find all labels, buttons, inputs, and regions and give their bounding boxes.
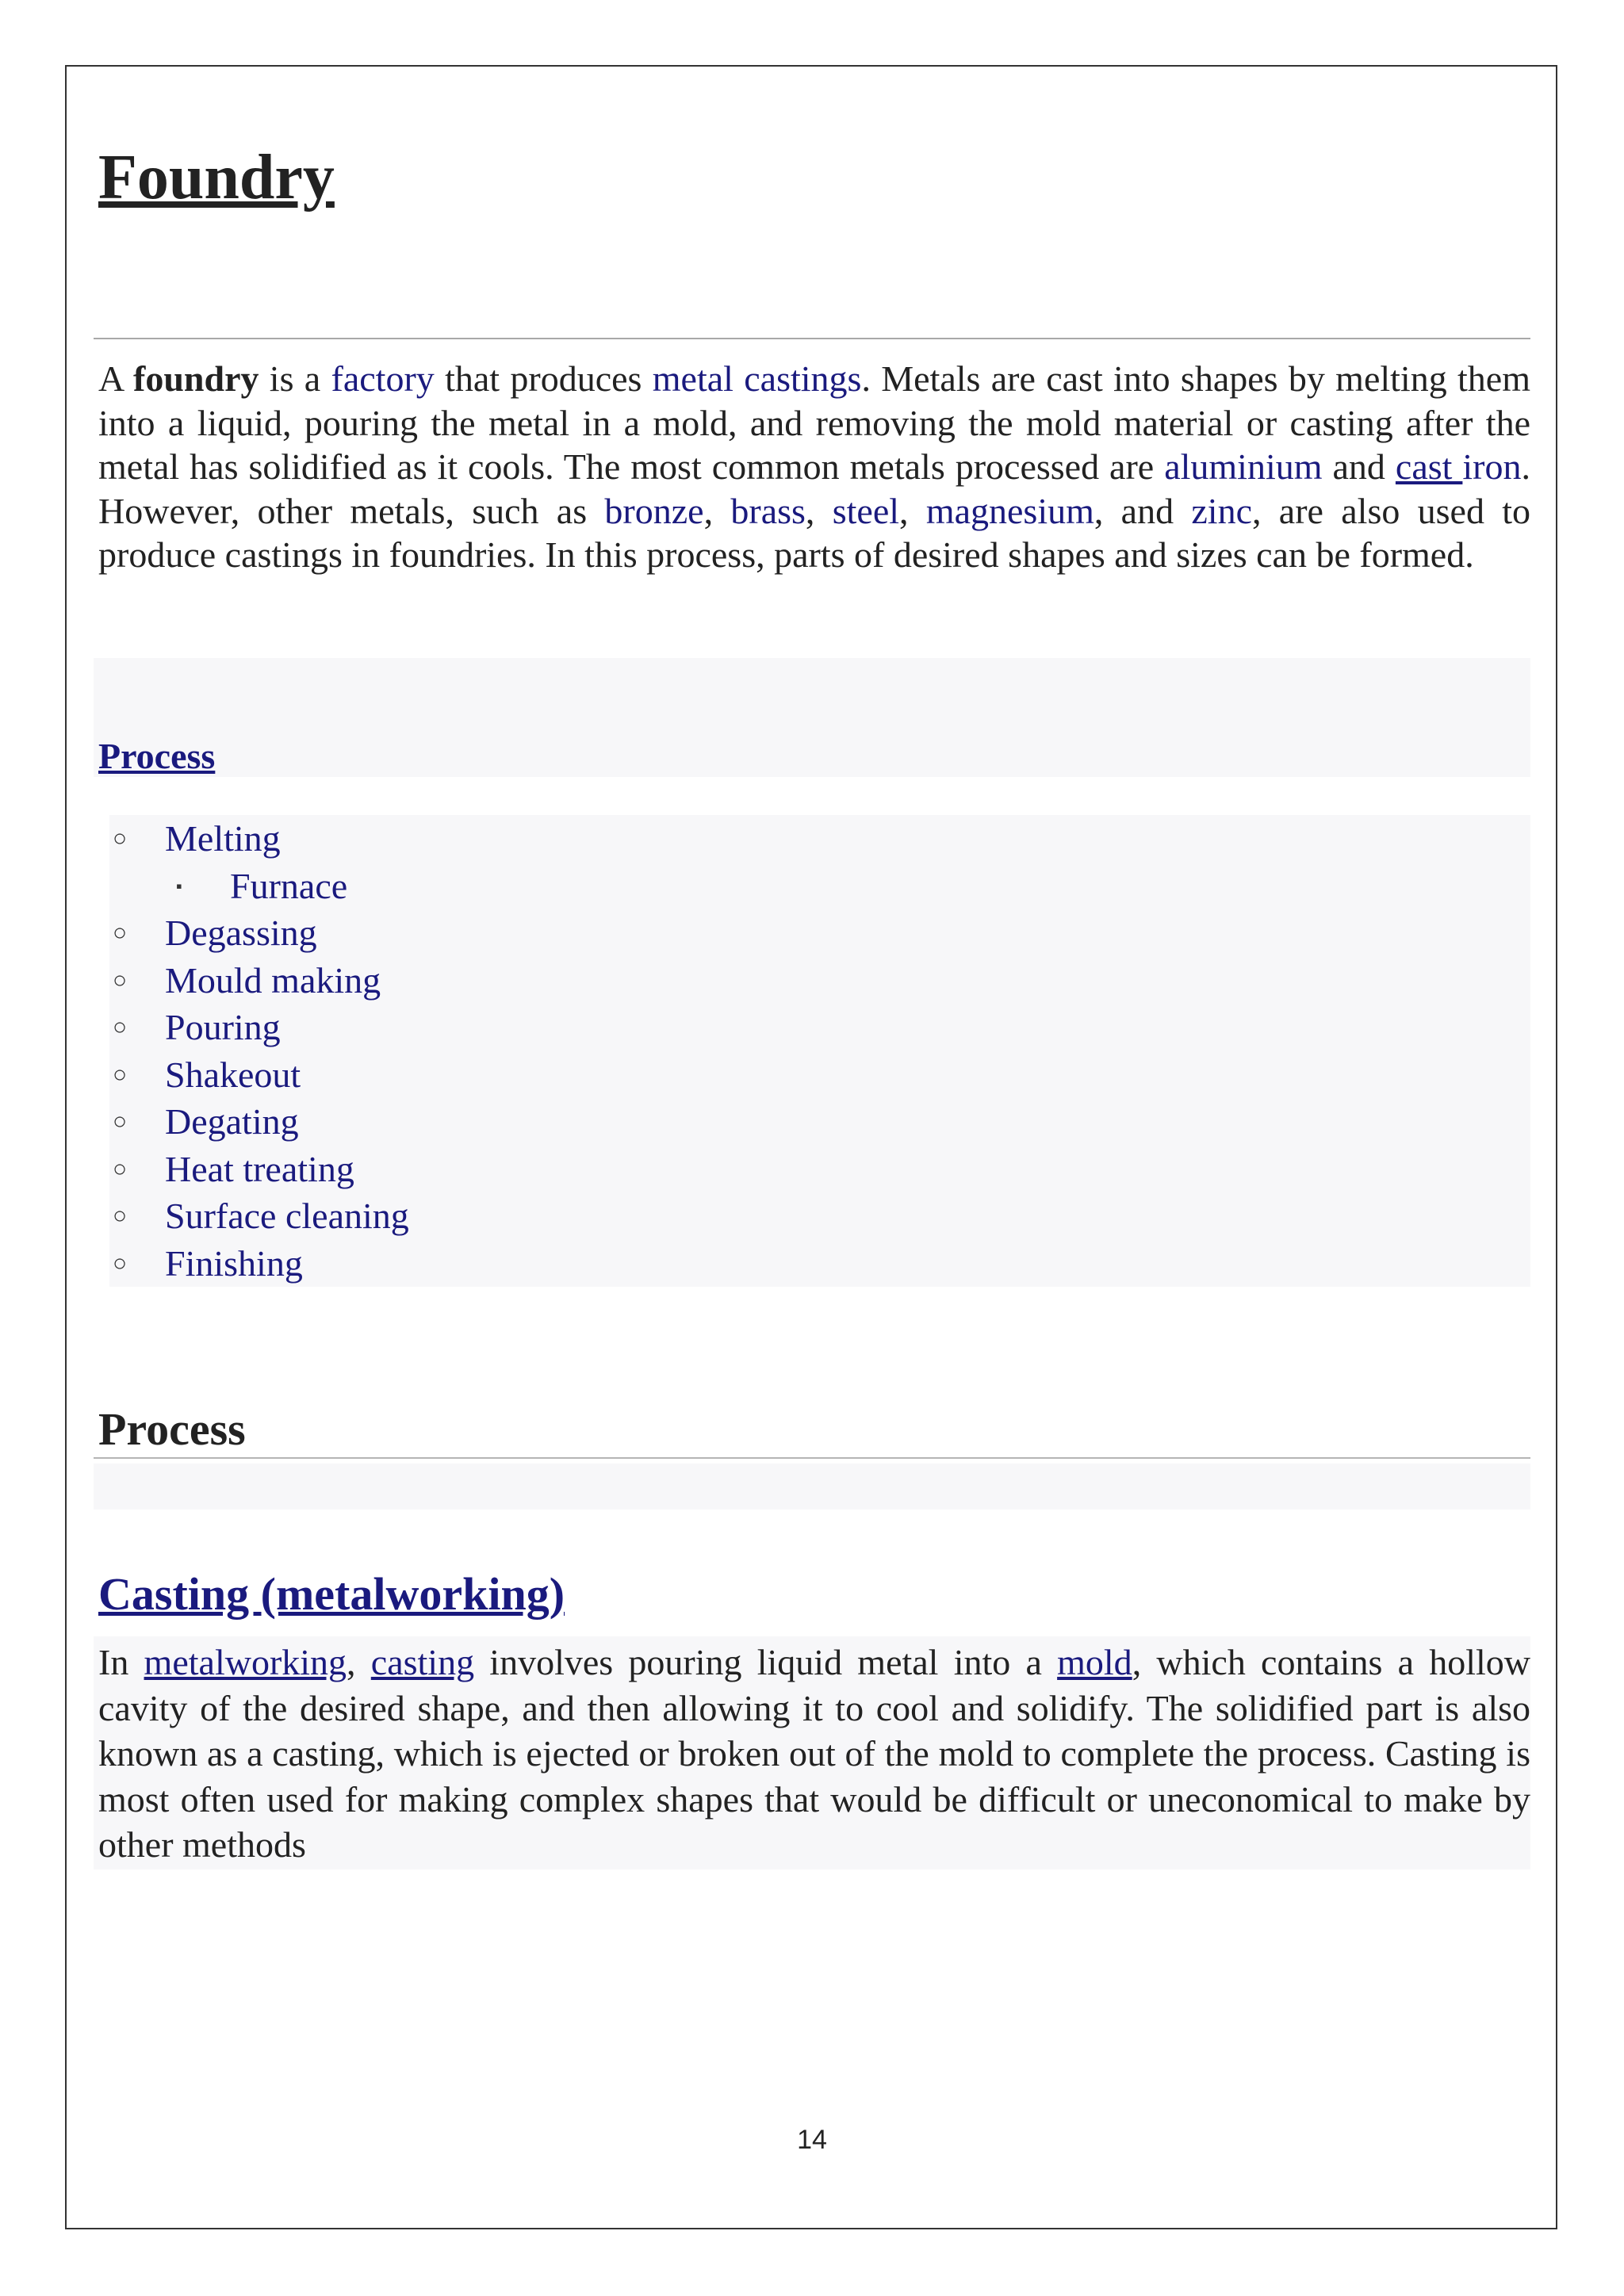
toc-item-label: Pouring	[165, 1007, 281, 1047]
casting-text: , which contains a hollow cavity of the desired shape, and then allowing it to cool and solidify. The solidified part is also known as a casting, which is ejected or broken out of the mold to complete the process. Casting is most often used for making complex shapes that would be difficult or uneconomical to make by other methods	[98, 1642, 1530, 1865]
link-zinc[interactable]: zinc	[1191, 490, 1253, 531]
toc-title[interactable]: Process	[98, 736, 216, 776]
casting-text: In	[98, 1642, 144, 1682]
intro-text: . However, other metals, such as	[98, 446, 1531, 531]
link-aluminium[interactable]: aluminium	[1164, 446, 1323, 487]
toc-item-label: Finishing	[165, 1242, 303, 1284]
circle-bullet-icon: ○	[113, 1155, 128, 1182]
toc-item-shakeout[interactable]	[109, 1051, 1530, 1099]
intro-text: and	[1322, 446, 1396, 487]
toc-item-label: Heat treating	[165, 1148, 354, 1189]
link-factory[interactable]: factory	[331, 358, 435, 399]
toc-item-label: Mould making	[165, 959, 381, 1001]
intro-text: ,	[703, 490, 731, 531]
intro-text: A	[98, 358, 133, 399]
page-number: 14	[797, 2125, 827, 2155]
casting-heading-link[interactable]: Casting (metalworking)	[98, 1568, 565, 1620]
intro-text: is a	[259, 358, 331, 399]
circle-bullet-icon: ○	[113, 1108, 128, 1135]
process-divider	[94, 1457, 1530, 1459]
toc-item-heat-treating[interactable]	[109, 1146, 1530, 1193]
toc-item-mould-making[interactable]	[109, 957, 1530, 1004]
toc-item-label: Surface cleaning	[165, 1196, 409, 1236]
circle-bullet-icon: ○	[113, 920, 128, 946]
toc-item-label: Shakeout	[165, 1054, 301, 1095]
process-band	[94, 1464, 1530, 1510]
toc-item-finishing[interactable]	[109, 1240, 1530, 1288]
link-iron[interactable]: iron	[1462, 446, 1522, 487]
link-metal-castings[interactable]: metal castings	[652, 358, 862, 399]
intro-text: that produces	[434, 358, 653, 399]
link-bronze[interactable]: bronze	[604, 490, 704, 531]
intro-text: . Metals are cast into shapes by melting them into a liquid, pouring the metal in a mold, and removing the mold material or casting after the metal has solidified as it cools. The most common metals processed are	[98, 358, 1530, 487]
toc-item-melting[interactable]	[109, 815, 1530, 863]
link-casting[interactable]: casting	[370, 1642, 475, 1682]
circle-bullet-icon: ○	[113, 825, 128, 851]
intro-text: , and	[1094, 490, 1192, 531]
toc-list	[109, 815, 1530, 1287]
circle-bullet-icon: ○	[113, 1014, 128, 1040]
circle-bullet-icon: ○	[113, 966, 128, 993]
link-magnesium[interactable]: magnesium	[925, 490, 1094, 531]
circle-bullet-icon: ○	[113, 1249, 128, 1276]
link-mold[interactable]: mold	[1057, 1642, 1132, 1682]
page-title: Foundry	[98, 143, 335, 212]
square-bullet-icon: ▪	[176, 875, 182, 896]
intro-text: ,	[899, 490, 926, 531]
circle-bullet-icon: ○	[113, 1203, 128, 1229]
intro-text: ,	[805, 490, 833, 531]
toc-item-furnace[interactable]	[109, 863, 1530, 910]
toc-item-degating[interactable]	[109, 1098, 1530, 1146]
toc-item-label: Melting	[165, 818, 281, 859]
casting-text: ,	[347, 1642, 371, 1682]
toc-item-surface-cleaning[interactable]	[109, 1192, 1530, 1240]
toc-item-degassing[interactable]	[109, 909, 1530, 957]
foundry-term: foundry	[133, 358, 259, 399]
toc-item-label: Furnace	[230, 865, 348, 906]
toc-item-label: Degating	[165, 1101, 299, 1142]
link-cast[interactable]: cast	[1395, 446, 1463, 487]
link-steel[interactable]: steel	[832, 490, 900, 531]
intro-text: , are also used to produce castings in foundries. In this process, parts of desired shapes and sizes can be formed.	[98, 490, 1531, 575]
process-heading: Process	[98, 1403, 246, 1455]
link-metalworking[interactable]: metalworking	[144, 1642, 347, 1682]
circle-bullet-icon: ○	[113, 1061, 128, 1088]
link-brass[interactable]: brass	[730, 490, 806, 531]
casting-text: involves pouring liquid metal into a	[474, 1642, 1058, 1682]
toc-item-pouring[interactable]	[109, 1004, 1530, 1051]
toc-item-label: Degassing	[165, 913, 317, 953]
intro-paragraph	[98, 357, 1530, 577]
casting-paragraph	[98, 1640, 1530, 1868]
title-divider	[94, 338, 1530, 339]
